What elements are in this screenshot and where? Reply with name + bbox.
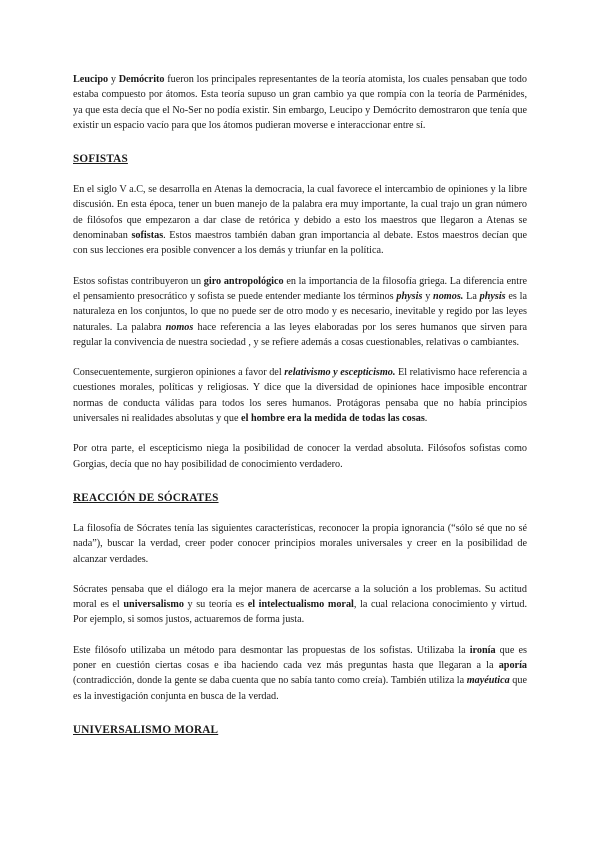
term-relativismo-escepticismo: relativismo y escepticismo.: [284, 367, 396, 379]
term-physis-2: physis: [479, 290, 506, 302]
term-aporia: aporía: [498, 660, 527, 672]
term-nomos: nomos.: [433, 290, 464, 302]
paragraph-atomistas: [73, 72, 527, 133]
term-intelectualismo-moral: el intelectualismo moral: [247, 599, 354, 611]
paragraph-socrates-caracteristicas: La filosofía de Sócrates tenía las siguientes características, reconocer la propia ignorancia (“sólo sé que no sé nada”), buscar la verdad, creer poder conocer principios morales universales y creer en la posibilidad de alcanzar verdades.: [73, 522, 527, 565]
heading-universalismo-moral: UNIVERSALISMO MORAL: [73, 723, 219, 736]
term-physis: physis: [396, 290, 423, 302]
paragraph-democracia: [73, 182, 527, 258]
heading-reaccion-socrates: REACCIÓN DE SÓCRATES: [73, 491, 219, 504]
paragraph-dialogo: [73, 582, 527, 628]
text-run: El relativismo hace referencia a cuestiones morales, políticas y religiosas. Y dice que la diversidad de opiniones hace imposible encontrar normas de conducta válidas para todos los seres humanos. Protágoras pensaba que no había principios universales ni realidades absolutas y que: [73, 367, 528, 425]
term-democrito: Demócrito: [118, 74, 165, 85]
text-run: Consecuentemente, surgieron opiniones a favor del: [73, 367, 285, 379]
term-leucipo: Leucipo: [73, 74, 109, 85]
text-run: (contradicción, donde la gente se daba cuenta que no sabía tanto como creía). También utiliza la: [73, 675, 467, 687]
term-nomos-2: nomos: [165, 321, 194, 333]
document-page: [73, 66, 527, 738]
paragraph-escepticismo: Por otra parte, el escepticismo niega la posibilidad de conocer la verdad absoluta. Filósofos sofistas como Gorgias, decía que no hay posibilidad de conocimiento verdadero.: [73, 443, 527, 470]
text-run: que es poner en cuestión ciertas cosas e iba haciendo cada vez más preguntas hasta que llegaran a la: [73, 644, 527, 672]
text-run: y su teoría es: [183, 599, 248, 611]
text-run: . Estos maestros también daban gran importancia al debate. Estos maestros decían que con sus lecciones era posible convencer a los demás y triunfar en la política.: [73, 230, 527, 257]
text-run: y: [422, 290, 434, 302]
text-run: hace referencia a las leyes elaboradas por los seres humanos que sirven para regular la convivencia de nuestra sociedad , y se refiere además a cosas cuestionables, relativas o cambiantes.: [73, 321, 527, 348]
term-giro-antropologico: giro antropológico: [203, 275, 284, 287]
text-run: Estos sofistas contribuyeron un: [73, 275, 204, 287]
term-sofistas: sofistas: [131, 230, 164, 242]
term-hombre-medida: el hombre era la medida de todas las cosas: [241, 413, 425, 425]
paragraph-metodo: [73, 643, 527, 704]
text-run: .: [424, 413, 428, 425]
text-run: y: [108, 74, 119, 85]
paragraph-relativismo: [73, 365, 527, 426]
text-run: En el siglo V a.C, se desarrolla en Atenas la democracia, la cual favorece el intercambio de opiniones y la libre discusión. En esta época, tener un buen manejo de la palabra era muy importante, la cual trajo un gran número de filósofos que empezaron a dar clase de retórica y debido a esto los maestros que llegaron a Atenas se denominaban: [73, 184, 527, 242]
text-run: fueron los principales representantes de la teoría atomista, los cuales pensaban que todo estaba compuesto por átomos. Esta teoría supuso un gran cambio ya que rompía con la teoría de Parménides, ya que esta decía que el No-Ser no podía existir. Sin embargo, Leucipo y Demócrito demostraron que tenía que existir un espacio vacío para que los átomos pudieran moverse e interaccionar entre sí.: [73, 74, 527, 131]
text-run: Sócrates pensaba que el diálogo era la mejor manera de acercarse a la solución a los problemas. Su actitud moral es el: [73, 583, 527, 611]
text-run: , la cual relaciona conocimiento y virtud. Por ejemplo, si somos justos, actuaremos de forma justa.: [73, 599, 527, 626]
text-run: Este filósofo utilizaba un método para desmontar las propuestas de los sofistas. Utilizaba la: [73, 644, 470, 656]
term-mayeutica: mayéutica: [466, 675, 510, 687]
term-universalismo: universalismo: [123, 599, 184, 611]
text-run: es la naturaleza en los conjuntos, lo que no puede ser de otro modo y es necesario, inevitable y regido por las leyes naturales. La palabra: [73, 290, 528, 333]
heading-sofistas: SOFISTAS: [73, 153, 128, 166]
text-run: que es la investigación conjunta en busca de la verdad.: [73, 675, 527, 702]
paragraph-giro-antropologico: [73, 274, 527, 350]
text-run: en la importancia de la filosofía griega. La diferencia entre el pensamiento presocrático y sofista se puede entender mediante los términos: [73, 275, 527, 302]
term-ironia: ironía: [469, 644, 496, 656]
text-run: La: [463, 290, 480, 302]
